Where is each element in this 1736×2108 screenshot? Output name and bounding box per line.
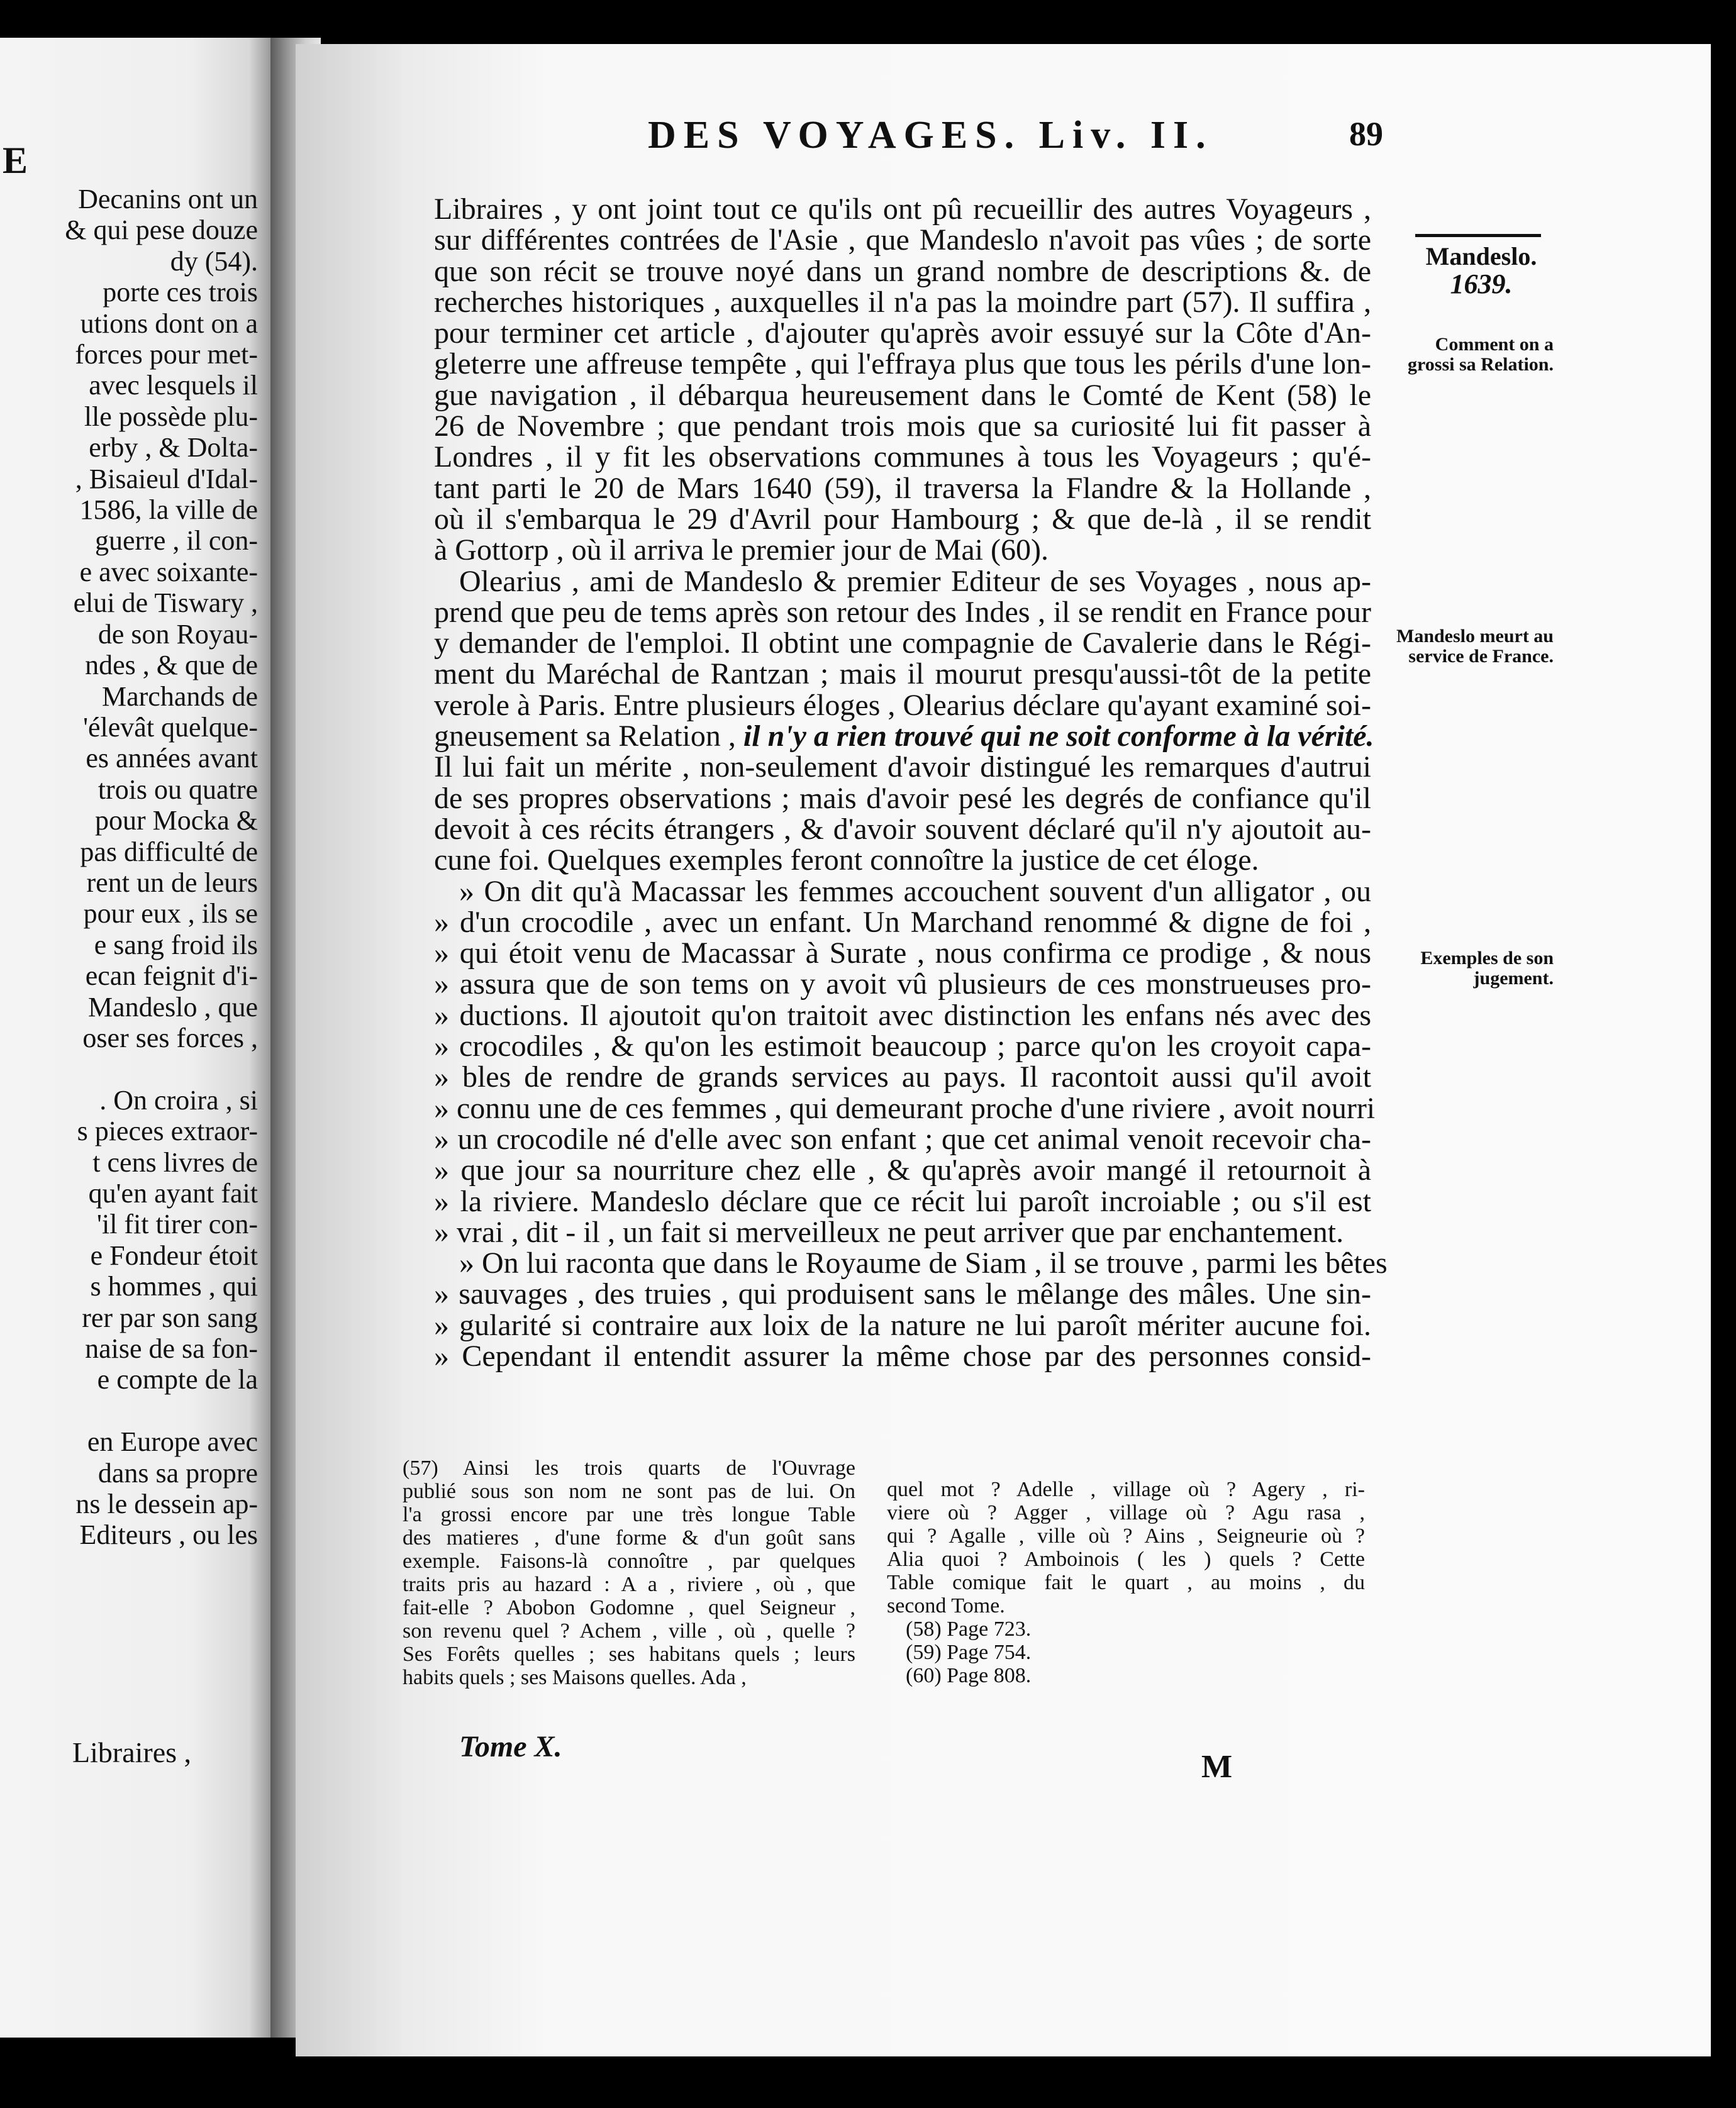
body-line	[434, 658, 1371, 689]
left-page-line: 'il fit tirer con-	[97, 1209, 258, 1240]
body-line	[434, 719, 1374, 753]
body-line	[434, 876, 1371, 907]
footnote-line: viere où ? Agger , village où ? Agu rasa ,	[887, 1501, 1365, 1524]
body-line	[434, 1000, 1371, 1031]
left-page-line: , Bisaieul d'Idal-	[75, 463, 258, 494]
body-line	[434, 380, 1371, 411]
body-line	[434, 287, 1371, 318]
body-line	[434, 1186, 1371, 1217]
body-line	[434, 256, 1371, 287]
left-page-line: naise de sa fon-	[85, 1333, 258, 1365]
body-line-text: » assura que de son tems on y avoit vû plusieurs de ces monstrueuses pro-	[434, 967, 1371, 1001]
left-page-line: en Europe avec	[87, 1426, 258, 1458]
footnote-line: Alia quoi ? Amboinois ( les ) quels ? Cette	[887, 1548, 1365, 1571]
left-page-line: avec lesquels il	[89, 370, 258, 401]
left-page-line: dy (54).	[170, 245, 258, 277]
body-line	[434, 1217, 1371, 1248]
running-head: DES VOYAGES. Liv. II.	[648, 114, 1213, 157]
body-line	[434, 348, 1371, 379]
footnote-column-left	[403, 1456, 855, 1689]
body-line-text: Olearius , ami de Mandeslo & premier Editeur de ses Voyages , nous ap-	[459, 564, 1371, 598]
footnote-reference: (58) Page 723.	[906, 1617, 1032, 1641]
left-page-line: elui de Tiswary ,	[73, 587, 258, 619]
body-line-text: devoit à ces récits étrangers , & d'avoir souvent déclaré qu'il n'y ajoutoit au-	[434, 812, 1371, 846]
body-line-text: » ductions. Il ajoutoit qu'on traitoit avec distinction les enfans nés avec des	[434, 998, 1371, 1032]
body-line	[434, 597, 1371, 628]
body-line-text: » gularité si contraire aux loix de la nature ne lui paroît mériter aucune foi.	[434, 1308, 1371, 1342]
body-line-text: » un crocodile né d'elle avec son enfant ; que cet animal venoit recevoir cha-	[434, 1122, 1371, 1156]
body-line	[434, 504, 1371, 535]
body-line	[434, 1246, 1388, 1280]
footnote-line: Table comique fait le quart , au moins , du	[887, 1571, 1365, 1594]
body-line	[434, 1062, 1371, 1092]
body-line-text: ment du Maréchal de Rantzan ; mais il mourut presqu'aussi-tôt de la petite	[434, 657, 1371, 691]
left-page-line: t cens livres de	[92, 1146, 258, 1178]
body-line-text: » sauvages , des truies , qui produisent sans le mêlange des mâles. Une sin-	[434, 1277, 1371, 1311]
left-page-line: dans sa propre	[97, 1457, 258, 1489]
body-line-text: sur différentes contrées de l'Asie , que Mandeslo n'avoit pas vûes ; de sorte	[434, 223, 1371, 257]
body-line-text: » crocodiles , & qu'on les estimoit beaucoup ; parce qu'on les croyoit capa-	[434, 1029, 1371, 1063]
body-text	[434, 192, 1388, 1373]
body-line	[434, 566, 1371, 597]
left-page-line: forces pour met-	[75, 339, 258, 370]
body-line	[434, 690, 1371, 721]
body-line	[434, 907, 1371, 938]
body-line-text: » qui étoit venu de Macassar à Surate , nous confirma ce prodige , & nous	[434, 936, 1371, 970]
margin-note-judgement: Exemples de son jugement.	[1420, 948, 1554, 989]
margin-rule	[1415, 234, 1541, 237]
left-page-line: Marchands de	[101, 680, 258, 712]
body-line	[434, 752, 1371, 782]
body-line-text: verole à Paris. Entre plusieurs éloges , Olearius déclare qu'ayant examiné soi-	[434, 688, 1371, 722]
body-line-text: que son récit se trouve noyé dans un grand nombre de descriptions &. de	[434, 254, 1371, 288]
left-page-line	[0, 1053, 258, 1084]
footnote-line: des matieres , d'une forme & d'un goût sans	[403, 1526, 855, 1550]
footnote-line: exemple. Faisons-là connoître , par quelques	[403, 1550, 855, 1573]
body-line-text: » On dit qu'à Macassar les femmes accouchent souvent d'un alligator , ou	[459, 874, 1371, 908]
body-line	[434, 194, 1371, 225]
volume-signature: Tome X.	[459, 1730, 562, 1763]
body-line	[434, 318, 1371, 348]
left-page-line: guerre , il con-	[95, 525, 258, 557]
body-line	[434, 1031, 1371, 1062]
left-page-line: 'élevât quelque-	[83, 711, 258, 743]
body-line-text: recherches historiques , auxquelles il n'a pas la moindre part (57). Il suffira ,	[434, 285, 1371, 319]
footnote-line: Ses Forêts quelles ; ses habitans quels ; leurs	[403, 1643, 855, 1666]
margin-author	[1409, 243, 1554, 298]
left-page-line: pour eux , ils se	[83, 898, 258, 929]
body-line-text: prend que peu de tems après son retour des Indes , il se rendit en France pour	[434, 595, 1371, 629]
body-line-text: 26 de Novembre ; que pendant trois mois que sa curiosité lui fit passer à	[434, 409, 1371, 443]
left-page-line: e Fondeur étoit	[90, 1240, 258, 1271]
body-line-text: à Gottorp , où il arriva le premier jour de Mai (60).	[434, 533, 1049, 567]
body-line	[434, 968, 1371, 999]
left-page-line: . On croira , si	[99, 1084, 258, 1116]
left-page-line: pour Mocka &	[94, 805, 258, 836]
left-page-line: ns le dessein ap-	[75, 1489, 258, 1520]
left-page-line: ndes , & que de	[85, 650, 258, 681]
body-line-text: gneusement sa Relation ,	[434, 719, 743, 753]
left-page-line: de son Royau-	[97, 618, 258, 650]
body-line	[434, 814, 1371, 845]
footnote-line: qui ? Agalle , ville où ? Ains , Seigneurie où ?	[887, 1524, 1365, 1548]
left-page-text	[0, 184, 258, 1551]
left-page-line: es années avant	[86, 743, 258, 774]
body-line-text: où il s'embarqua le 29 d'Avril pour Hambourg ; & que de-là , il se rendit	[434, 502, 1371, 536]
body-line	[434, 441, 1371, 472]
left-page-line: pas difficulté de	[80, 836, 258, 867]
left-page-line: e avec soixante-	[79, 556, 258, 587]
body-line-text: Londres , il y fit les observations communes à tous les Voyageurs ; qu'é-	[434, 440, 1371, 474]
body-line	[434, 1310, 1371, 1341]
footnote-line: fait-elle ? Abobon Godomne , quel Seigneur ,	[403, 1596, 855, 1619]
margin-author-name: Mandeslo.	[1425, 242, 1537, 270]
body-line	[434, 1279, 1371, 1309]
body-line	[434, 1341, 1371, 1372]
left-page-line: e compte de la	[97, 1364, 258, 1395]
body-line-text: » bles de rendre de grands services au pays. Il racontoit aussi qu'il avoit	[434, 1060, 1371, 1094]
left-page-line: e sang froid ils	[94, 929, 258, 960]
left-page-line: porte ces trois	[103, 277, 258, 308]
body-line	[434, 411, 1371, 441]
body-line	[434, 783, 1371, 814]
body-line	[434, 1155, 1371, 1185]
body-line-text: cune foi. Quelques exemples feront connoître la justice de cet éloge.	[434, 843, 1259, 877]
body-line	[434, 938, 1371, 968]
body-line-text: Il lui fait un mérite , non-seulement d'avoir distingué les remarques d'autrui	[434, 750, 1371, 784]
left-page-line: rer par son sang	[82, 1302, 258, 1333]
left-page-line: Editeurs , ou les	[79, 1519, 258, 1551]
margin-note-grossi: Comment on a grossi sa Relation.	[1408, 334, 1554, 375]
body-line-text: » Cependant il entendit assurer la même chose par des personnes consid-	[434, 1339, 1371, 1373]
footnote-line: traits pris au hazard : A a , riviere , où , que	[403, 1573, 855, 1596]
body-line-text: » la riviere. Mandeslo déclare que ce récit lui paroît incroiable ; ou s'il est	[434, 1184, 1371, 1218]
left-page-line: & qui pese douze	[65, 214, 258, 246]
body-line-text: tant parti le 20 de Mars 1640 (59), il traversa la Flandre & la Hollande ,	[434, 471, 1371, 505]
left-page-line: Decanins ont un	[78, 184, 258, 214]
left-page-line: s pieces extraor-	[77, 1116, 258, 1147]
body-line-text: gleterre une affreuse tempête , qui l'effraya plus que tous les périls d'une lon-	[434, 347, 1371, 381]
left-page-line: utions dont on a	[80, 308, 258, 339]
body-line	[434, 845, 1371, 875]
page-number: 89	[1349, 115, 1383, 153]
left-page	[0, 38, 270, 2038]
left-page-line: lle possède plu-	[84, 401, 258, 432]
body-line	[434, 1124, 1371, 1155]
left-page-line	[0, 1395, 258, 1426]
footnote-line: habits quels ; ses Maisons quelles. Ada ,	[403, 1666, 747, 1689]
body-line-text: » vrai , dit - il , un fait si merveilleux ne peut arriver que par enchantement.	[434, 1215, 1344, 1249]
body-line-text: pour terminer cet article , d'ajouter qu'après avoir essuyé sur la Côte d'An-	[434, 316, 1371, 350]
body-line	[434, 1091, 1376, 1125]
left-page-line: ecan feignit d'i-	[85, 960, 258, 992]
footnote-line: son revenu quel ? Achem , ville , où , quelle ?	[403, 1619, 855, 1643]
footnote-line: l'a grossi encore par une très longue Table	[403, 1503, 855, 1526]
body-line-text: » que jour sa nourriture chez elle , & qu'après avoir mangé il retournoit à	[434, 1153, 1371, 1187]
footnote-line: publié sous son nom ne sont pas de lui. On	[403, 1480, 855, 1503]
body-line-text: Libraires , y ont joint tout ce qu'ils ont pû recueillir des autres Voyageurs ,	[434, 192, 1371, 226]
body-line-text: y demander de l'emploi. Il obtint une compagnie de Cavalerie dans le Régi-	[434, 626, 1371, 660]
body-line-text: » connu une de ces femmes , qui demeurant proche d'une riviere , avoit nourri	[434, 1091, 1376, 1125]
footnote-reference: (60) Page 808.	[906, 1664, 1032, 1687]
left-page-line: oser ses forces ,	[82, 1022, 258, 1053]
body-line	[434, 225, 1371, 255]
body-line-text: de ses propres observations ; mais d'avoir pesé les degrés de confiance qu'il	[434, 781, 1371, 815]
left-page-line: s hommes , qui	[90, 1271, 258, 1302]
body-line	[434, 473, 1371, 504]
body-line-text: » d'un crocodile , avec un enfant. Un Marchand renommé & digne de foi ,	[434, 905, 1371, 939]
footnote-line: second Tome.	[887, 1594, 1005, 1617]
body-line-text: » On lui raconta que dans le Royaume de Siam , il se trouve , parmi les bêtes	[459, 1246, 1388, 1280]
sheet-signature: M	[1201, 1749, 1233, 1785]
margin-year: 1639.	[1450, 269, 1513, 299]
body-line-emphasis: il n'y a rien trouvé qui ne soit conforme à la vérité.	[743, 719, 1374, 753]
left-page-line: trois ou quatre	[97, 774, 258, 805]
body-line-text: gue navigation , il débarqua heureusement dans le Comté de Kent (58) le	[434, 378, 1371, 412]
footnote-line: quel mot ? Adelle , village où ? Agery , ri-	[887, 1478, 1365, 1501]
left-page-line: erby , & Dolta-	[89, 432, 258, 463]
left-page-line: rent un de leurs	[86, 867, 258, 898]
left-page-line: 1586, la ville de	[79, 494, 258, 526]
body-line	[434, 535, 1371, 565]
left-page-line: Mandeslo , que	[87, 991, 258, 1023]
left-page-line: qu'en ayant fait	[88, 1178, 258, 1209]
footnote-reference: (59) Page 754.	[906, 1641, 1032, 1664]
left-page-corner-letter: E	[3, 140, 28, 181]
body-line	[434, 628, 1371, 658]
margin-note-death: Mandeslo meurt au service de France.	[1396, 626, 1554, 667]
footnote-column-right	[887, 1478, 1365, 1687]
left-page-catchword: Libraires ,	[72, 1736, 192, 1768]
footnote-line: (57) Ainsi les trois quarts de l'Ouvrage	[403, 1456, 855, 1480]
